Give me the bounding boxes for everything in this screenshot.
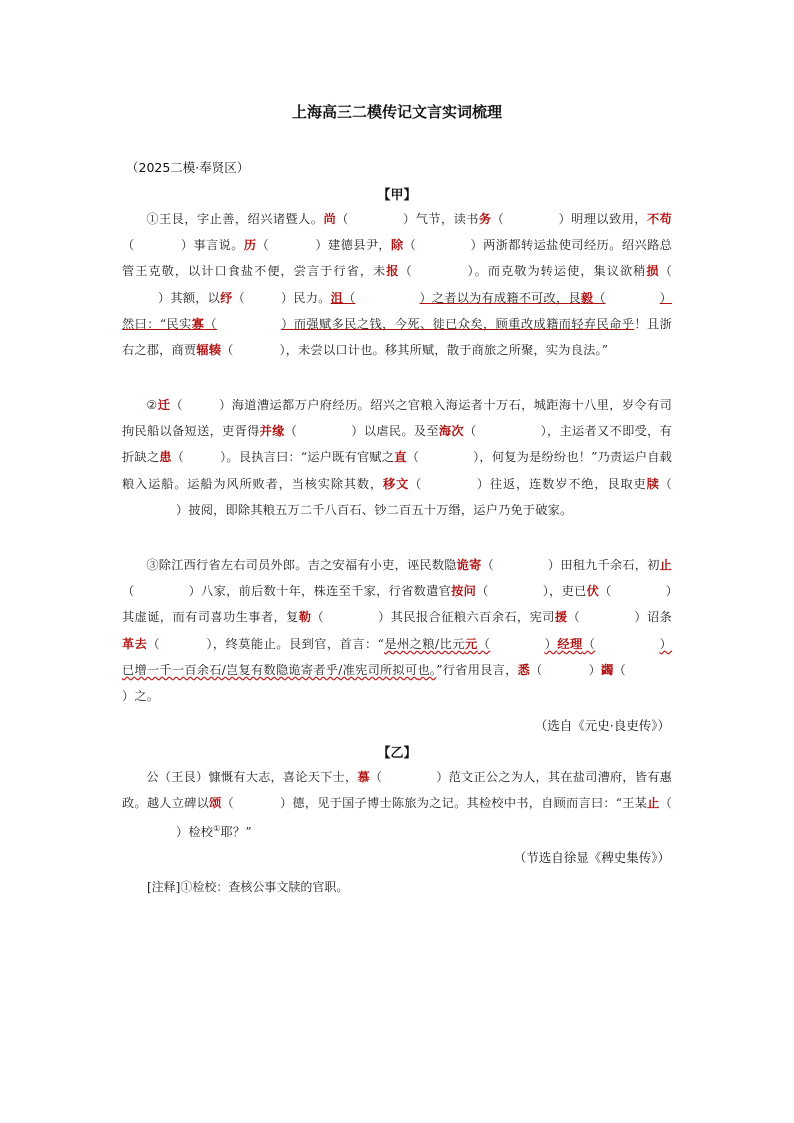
page-title: 上海高三二模传记文言实词梳理	[291, 103, 502, 121]
keyword: 毅	[580, 290, 594, 305]
passage-jia-p3: ③除江西行省左右司员外郎。吉之安福有小吏，诬民数隐诡寄（ ）田租九千余石，初止（ ）八家，前后数十年，株连至千家，行省数遣官按问（ ），吏已伏（ ）其虚诞，而有司喜功生事者，复勒（ ）其民报合征粮六百余石，宪司援（ ）诏条革去（ ），终莫能止。艮到官，首言：“是州之粮/比元元（ ）经理（ ）已增一千一百余石/岂复有数隐诡寄者乎/准宪司所拟可也。”行省用艮言，悉（ ）蠲（）之。	[122, 558, 673, 704]
keyword: 损	[646, 264, 660, 279]
citation-yi: （节选自徐显《稗史集传》）	[513, 850, 670, 865]
keyword: 慕	[357, 770, 370, 784]
keyword: 诡寄	[456, 558, 482, 572]
keyword: 历	[243, 238, 257, 253]
keyword: 除	[391, 238, 404, 253]
keyword: 海次	[438, 424, 464, 439]
keyword: 移文	[383, 476, 410, 491]
keyword: 革去	[122, 636, 148, 651]
keyword: 迁	[157, 398, 171, 412]
keyword: 寡	[191, 316, 205, 331]
keyword: 辐辏	[196, 343, 222, 358]
keyword: 尚	[323, 212, 337, 226]
keyword: 悉	[517, 662, 531, 677]
passage-jia-p1: ①王艮，字止善，绍兴诸暨人。尚（ ）气节，读书务（ ）明理以致用，不苟（ ）事言说。历（ ）建德县尹，除（ ）两浙都转运盐使司经历。绍兴路总管王克敬，以计口食盐不便，尝言于行省，未报（ ）。而克敬为转运使，集议欲稍损（）其额，以纾（ ）民力。沮（ ）之者以为有成籍不可改，艮毅（ ）然曰：“民实寡（ ）而强赋多民之钱，今死、徙已众矣，顾重改成籍而轻弃民命乎！且浙右之郡，商贾辐辏（ ），未尝以口计也。移其所赋，散于商旅之所聚，实为良法。”	[122, 212, 673, 358]
passage-yi: 公（王艮）慷慨有大志，喜论天下士，慕（ ）范文正公之为人，其在盐司漕府，皆有惠政。越人立碑以颂（ ）德，见于国子博士陈旅为之记。其检校中书，自顾而言曰：“王某止（）检校①耶？”	[122, 770, 673, 840]
keyword: 止	[659, 558, 673, 572]
keyword: 牍	[646, 476, 660, 491]
keyword: 援	[554, 610, 568, 625]
keyword: 患	[159, 450, 172, 465]
keyword: 勒	[298, 610, 312, 625]
keyword: 并缘	[259, 424, 285, 439]
passage-jia-p2: ②迁（ ）海道漕运都万户府经历。绍兴之官粮入海运者十万石，城距海十八里，岁令有司拘民船以备短送，吏胥得并缘（ ）以虐民。及至海次（ ），主运者又不即受，有折缺之患（ ）。艮执言曰：“运户既有官赋之直（ ），何复为是纷纷也！”乃责运户自载粮入运船。运船为风所败者，当核实除其数，移文（ ）往返，连数岁不绝，艮取吏牍（）披阅，即除其粮五万二千八百石、钞二百五十万缗，运户乃免于破家。	[122, 398, 673, 517]
footnote-marker: ①	[213, 824, 221, 834]
keyword: 蠲	[601, 662, 614, 677]
section-heading-yi: 【乙】	[377, 746, 417, 761]
keyword: 报	[386, 264, 400, 279]
citation-jia: （选自《元史·良吏传》）	[534, 718, 670, 733]
keyword: 直	[394, 450, 407, 465]
keyword: 伏	[586, 584, 600, 599]
keyword: 务	[478, 212, 492, 226]
section-heading-jia: 【甲】	[377, 188, 417, 203]
keyword: 不苟	[646, 212, 673, 226]
keyword: 按问	[451, 584, 477, 599]
keyword: 纾	[220, 290, 233, 305]
keyword: 经理	[557, 636, 583, 651]
exam-source: （2025二模·奉贤区）	[126, 160, 250, 175]
keyword: 颂	[209, 796, 222, 811]
footnote: [注释]①检校：查核公事文牍的官职。	[147, 880, 349, 894]
keyword: 止	[647, 796, 660, 811]
keyword: 沮	[330, 290, 344, 305]
